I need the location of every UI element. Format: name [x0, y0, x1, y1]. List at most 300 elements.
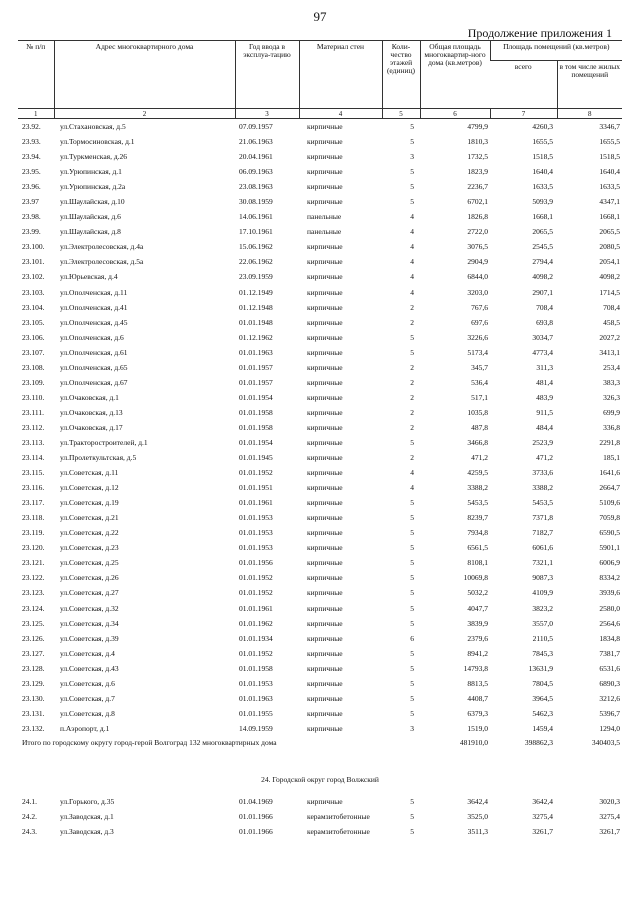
row-living-area: 458,5: [603, 317, 621, 327]
header-premises-area: Площадь помещений (кв.метров): [490, 41, 622, 61]
row-material: кирпичные: [307, 167, 343, 177]
row-number: 23.131.: [22, 708, 45, 718]
row-number: 23.102.: [22, 272, 45, 282]
row-address: ул.Советская, д.43: [60, 663, 119, 673]
row-material: кирпичные: [307, 362, 343, 372]
row-total-area: 6379,3: [467, 708, 488, 718]
row-living-area: 2080,5: [599, 242, 621, 252]
table-row: [18, 330, 622, 345]
column-number: 1: [18, 109, 54, 119]
row-year: 20.04.1961: [239, 152, 273, 162]
row-year: 30.08.1959: [239, 197, 273, 207]
total-row: [18, 736, 622, 766]
column-number: 3: [235, 109, 299, 119]
row-number: 23.116.: [22, 483, 45, 493]
row-year: 01.01.1958: [239, 663, 273, 673]
row-floors: 5: [410, 796, 414, 806]
header-address: Адрес многоквартирного дома: [54, 41, 235, 109]
row-total-area: 3466,8: [467, 438, 488, 447]
row-living-area: 1640,4: [599, 167, 621, 177]
row-material: кирпичные: [307, 317, 343, 327]
row-floors: 5: [410, 543, 414, 553]
row-total-area: 6702,1: [467, 197, 488, 207]
row-address: ул.Юрьевская, д.4: [60, 272, 118, 282]
row-total-area: 3226,6: [467, 332, 488, 342]
row-premises-area: 2907,1: [532, 287, 553, 297]
row-year: 01.01.1966: [239, 827, 273, 837]
row-year: 01.12.1949: [239, 287, 273, 297]
row-number: 24.1.: [22, 796, 37, 806]
column-number: 5: [382, 109, 420, 119]
row-floors: 2: [410, 302, 414, 312]
row-material: кирпичные: [307, 422, 343, 432]
row-living-area: 708,4: [603, 302, 621, 312]
table-row: [18, 555, 622, 570]
row-address: ул.Советская, д.25: [60, 558, 119, 568]
row-year: 01.01.1953: [239, 678, 273, 688]
row-floors: 5: [410, 438, 414, 447]
table-row: [18, 420, 622, 435]
row-material: кирпичные: [307, 272, 343, 282]
column-number-row: [18, 109, 622, 119]
row-living-area: 2027,2: [599, 332, 621, 342]
row-year: 01.01.1961: [239, 603, 273, 613]
row-year: 01.04.1969: [239, 796, 273, 806]
row-number: 23.109.: [22, 377, 45, 387]
row-total-area: 4047,7: [467, 603, 488, 613]
row-floors: 4: [410, 242, 414, 252]
row-total-area: 3203,0: [467, 287, 488, 297]
row-material: кирпичные: [307, 678, 343, 688]
row-number: 23.119.: [22, 528, 45, 538]
row-premises-area: 13631,9: [528, 663, 553, 673]
row-address: ул.Стахановская, д.5: [60, 122, 126, 132]
row-living-area: 2580,0: [599, 603, 621, 613]
row-address: ул.Шаулайская, д.8: [60, 227, 121, 237]
row-material: керамзитобетонные: [307, 827, 370, 837]
row-number: 23.107.: [22, 347, 45, 357]
row-living-area: 7059,8: [599, 513, 621, 523]
row-living-area: 3212,6: [599, 693, 621, 703]
row-floors: 5: [410, 528, 414, 538]
row-living-area: 5396,7: [599, 708, 621, 718]
row-number: 23.93.: [22, 137, 41, 147]
row-material: кирпичные: [307, 693, 343, 703]
row-material: кирпичные: [307, 438, 343, 447]
row-floors: 4: [410, 257, 414, 267]
row-number: 23.130.: [22, 693, 45, 703]
row-floors: 2: [410, 407, 414, 417]
row-floors: 5: [410, 197, 414, 207]
row-year: 01.01.1958: [239, 422, 273, 432]
table-row: [18, 345, 622, 360]
row-total-area: 3525,0: [467, 811, 488, 821]
total-area-sum: 481910,0: [459, 737, 488, 747]
row-living-area: 2664,7: [599, 483, 621, 493]
table-row: [18, 525, 622, 540]
row-year: 01.01.1962: [239, 618, 273, 628]
row-address: ул.Советская, д.22: [60, 528, 119, 538]
table-row: [18, 661, 622, 676]
column-number: 4: [299, 109, 382, 119]
row-address: ул.Советская, д.23: [60, 543, 119, 553]
row-address: ул.Ополченская, д.11: [60, 287, 128, 297]
row-material: кирпичные: [307, 347, 343, 357]
row-year: 06.09.1963: [239, 167, 273, 177]
table-row: [18, 631, 622, 646]
row-year: 01.01.1953: [239, 528, 273, 538]
row-material: кирпичные: [307, 588, 343, 598]
table-row: [18, 646, 622, 661]
row-floors: 5: [410, 167, 414, 177]
row-floors: 5: [410, 332, 414, 342]
row-address: ул.Советская, д.8: [60, 708, 115, 718]
table-row: [18, 254, 622, 269]
row-material: кирпичные: [307, 197, 343, 207]
row-premises-area: 484,4: [536, 422, 553, 432]
row-floors: 3: [410, 723, 414, 733]
row-living-area: 1633,5: [599, 182, 621, 192]
row-floors: 5: [410, 122, 414, 132]
column-number: 2: [54, 109, 235, 119]
row-living-area: 5109,6: [599, 498, 621, 508]
row-year: 17.10.1961: [239, 227, 273, 237]
row-total-area: 1810,3: [467, 137, 488, 147]
row-year: 21.06.1963: [239, 137, 273, 147]
row-total-area: 4259,5: [467, 468, 488, 478]
row-floors: 2: [410, 362, 414, 372]
row-material: кирпичные: [307, 453, 343, 463]
row-premises-area: 9087,3: [532, 573, 553, 583]
table-row: [18, 179, 622, 194]
row-premises-area: 483,9: [536, 392, 553, 402]
row-premises-area: 2794,4: [532, 257, 553, 267]
row-living-area: 383,3: [603, 377, 621, 387]
row-material: кирпичные: [307, 708, 343, 718]
table-row: [18, 194, 622, 209]
row-premises-area: 5462,3: [532, 708, 553, 718]
row-total-area: 1823,9: [467, 167, 488, 177]
table-row: [18, 285, 622, 300]
table-row: [18, 465, 622, 480]
row-number: 23.128.: [22, 663, 45, 673]
row-floors: 2: [410, 317, 414, 327]
row-living-area: 8334,2: [599, 573, 621, 583]
row-number: 23.125.: [22, 618, 45, 628]
row-total-area: 2379,6: [467, 633, 488, 643]
row-address: ул.Советская, д.26: [60, 573, 119, 583]
page-number: 97: [313, 9, 327, 24]
row-floors: 5: [410, 573, 414, 583]
row-number: 23.98.: [22, 212, 41, 222]
row-address: ул.Шаулайская, д.10: [60, 197, 125, 207]
row-living-area: 3413,1: [599, 347, 621, 357]
row-living-area: 3939,6: [599, 588, 621, 598]
row-living-area: 2291,8: [599, 438, 621, 447]
header-premises-all: всего: [514, 62, 532, 71]
row-floors: 5: [410, 498, 414, 508]
row-living-area: 5901,1: [599, 543, 621, 553]
row-address: ул.Горького, д.35: [60, 796, 115, 806]
row-living-area: 4098,2: [599, 272, 621, 282]
row-number: 24.2.: [22, 811, 37, 821]
row-premises-area: 1640,4: [532, 167, 553, 177]
row-living-area: 3275,4: [599, 811, 621, 821]
row-number: 23.111.: [22, 407, 44, 417]
row-living-area: 1834,8: [599, 633, 621, 643]
table-row: [18, 676, 622, 691]
row-address: ул.Советская, д.4: [60, 648, 115, 658]
row-living-area: 2564,6: [599, 618, 621, 628]
row-living-area: 2065,5: [599, 227, 621, 237]
row-number: 23.132.: [22, 723, 45, 733]
row-total-area: 2722,0: [467, 227, 488, 237]
row-address: ул.Урюпинская, д.1: [60, 167, 122, 177]
row-total-area: 8941,2: [467, 648, 488, 658]
table-row: [18, 390, 622, 405]
row-number: 23.127.: [22, 648, 45, 658]
row-living-area: 7381,7: [599, 648, 621, 658]
row-year: 22.06.1962: [239, 257, 273, 267]
row-number: 23.123.: [22, 588, 45, 598]
row-premises-area: 3964,5: [532, 693, 553, 703]
row-year: 01.01.1953: [239, 543, 273, 553]
row-address: ул.Заводская, д.3: [60, 827, 114, 837]
row-living-area: 1518,5: [599, 152, 621, 162]
row-number: 23.106.: [22, 332, 45, 342]
row-material: кирпичные: [307, 723, 343, 733]
row-year: 01.01.1956: [239, 558, 273, 568]
row-year: 23.08.1963: [239, 182, 273, 192]
column-number: 8: [557, 109, 622, 119]
table-row: [18, 360, 622, 375]
column-number: 6: [420, 109, 490, 119]
row-address: ул.Советская, д.34: [60, 618, 119, 628]
row-floors: 5: [410, 588, 414, 598]
row-premises-area: 3261,7: [532, 827, 553, 837]
table-row: [18, 721, 622, 736]
row-premises-area: 3823,2: [532, 603, 553, 613]
row-premises-area: 7845,3: [532, 648, 553, 658]
row-address: ул.Пролеткультская, д.5: [60, 453, 137, 463]
row-address: ул.Советская, д.6: [60, 678, 115, 688]
row-year: 01.01.1945: [239, 453, 273, 463]
row-material: керамзитобетонные: [307, 811, 370, 821]
row-living-area: 6890,3: [599, 678, 621, 688]
row-total-area: 8108,1: [467, 558, 488, 568]
row-floors: 2: [410, 422, 414, 432]
row-floors: 2: [410, 453, 414, 463]
row-address: ул.Советская, д.27: [60, 588, 119, 598]
table-row: [18, 809, 622, 824]
row-year: 01.01.1952: [239, 573, 273, 583]
table-row: [18, 450, 622, 465]
row-premises-area: 3557,0: [532, 618, 553, 628]
total-premises-sum: 398862,3: [524, 737, 553, 747]
row-total-area: 3511,3: [467, 827, 488, 837]
row-total-area: 5453,5: [467, 498, 488, 508]
row-material: кирпичные: [307, 242, 343, 252]
apartment-buildings-table: [18, 40, 622, 839]
row-year: 01.01.1954: [239, 392, 273, 402]
row-floors: 5: [410, 603, 414, 613]
row-premises-area: 6061,6: [532, 543, 553, 553]
row-number: 23.96.: [22, 182, 41, 192]
row-address: ул.Советская, д.39: [60, 633, 119, 643]
row-year: 01.01.1952: [239, 648, 273, 658]
appendix-continuation-note: Продолжение приложения 1: [467, 26, 612, 40]
table-row: [18, 601, 622, 616]
row-floors: 4: [410, 468, 414, 478]
row-address: ул.Очаковская, д.13: [60, 407, 123, 417]
row-material: кирпичные: [307, 528, 343, 538]
row-premises-area: 1633,5: [532, 182, 553, 192]
row-premises-area: 4773,4: [532, 347, 553, 357]
row-floors: 5: [410, 663, 414, 673]
row-premises-area: 7321,1: [532, 558, 553, 568]
row-material: кирпичные: [307, 468, 343, 478]
row-address: ул.Советская, д.19: [60, 498, 119, 508]
row-living-area: 3261,7: [599, 827, 621, 837]
table-row: [18, 824, 622, 839]
row-material: кирпичные: [307, 483, 343, 493]
row-material: кирпичные: [307, 407, 343, 417]
row-address: ул.Очаковская, д.17: [60, 422, 123, 432]
row-floors: 3: [410, 152, 414, 162]
row-number: 23.120.: [22, 543, 45, 553]
row-floors: 5: [410, 558, 414, 568]
row-address: ул.Советская, д.32: [60, 603, 119, 613]
row-total-area: 5173,4: [467, 347, 488, 357]
row-floors: 4: [410, 227, 414, 237]
table-row: [18, 239, 622, 254]
row-material: кирпичные: [307, 618, 343, 628]
row-premises-area: 4098,2: [532, 272, 553, 282]
table-row: [18, 300, 622, 315]
total-label: Итого по городскому округу город-герой Волгоград 132 многоквартирных дома: [22, 737, 277, 747]
row-total-area: 6844,0: [467, 272, 488, 282]
row-premises-area: 1655,5: [532, 137, 553, 147]
table-row: [18, 510, 622, 525]
row-living-area: 1668,1: [599, 212, 621, 222]
row-total-area: 517,1: [471, 392, 488, 402]
row-number: 24.3.: [22, 827, 37, 837]
row-year: 01.01.1952: [239, 468, 273, 478]
table-row: [18, 435, 622, 450]
row-number: 23.129.: [22, 678, 45, 688]
row-total-area: 3642,4: [467, 796, 488, 806]
row-premises-area: 5093,9: [532, 197, 553, 207]
row-number: 23.103.: [22, 287, 45, 297]
row-year: 14.06.1961: [239, 212, 273, 222]
row-address: ул.Ополченская, д.67: [60, 377, 128, 387]
row-number: 23.99.: [22, 227, 41, 237]
row-number: 23.108.: [22, 362, 45, 372]
row-address: п.Аэропорт, д.1: [60, 723, 110, 733]
row-year: 15.06.1962: [239, 242, 273, 252]
row-address: ул.Урюпинская, д.2а: [60, 182, 126, 192]
row-number: 23.122.: [22, 573, 45, 583]
row-floors: 5: [410, 827, 414, 837]
row-number: 23.112.: [22, 422, 45, 432]
table-row: [18, 119, 622, 135]
row-premises-area: 2523,9: [532, 438, 553, 447]
table-row: [18, 224, 622, 239]
row-premises-area: 708,4: [536, 302, 553, 312]
row-premises-area: 693,8: [536, 317, 553, 327]
row-living-area: 2054,1: [599, 257, 621, 267]
row-number: 23.121.: [22, 558, 45, 568]
row-premises-area: 3275,4: [532, 811, 553, 821]
row-premises-area: 3733,6: [532, 468, 553, 478]
row-living-area: 6590,5: [599, 528, 621, 538]
row-living-area: 699,9: [603, 407, 621, 417]
table-row: [18, 375, 622, 390]
row-total-area: 471,2: [471, 453, 488, 463]
table-row: [18, 164, 622, 179]
row-premises-area: 471,2: [536, 453, 553, 463]
row-total-area: 1035,8: [467, 407, 488, 417]
row-number: 23.113.: [22, 438, 45, 447]
row-year: 01.01.1955: [239, 708, 273, 718]
table-row: [18, 706, 622, 721]
row-number: 23.100.: [22, 242, 45, 252]
row-address: ул.Заводская, д.1: [60, 811, 114, 821]
row-material: кирпичные: [307, 573, 343, 583]
row-number: 23.105.: [22, 317, 45, 327]
row-address: ул.Советская, д.21: [60, 513, 119, 523]
header-year: Год ввода в эксплуа-тацию: [235, 41, 299, 109]
row-address: ул.Ополченская, д.6: [60, 332, 124, 342]
table-row: [18, 691, 622, 706]
table-row: [18, 540, 622, 555]
row-material: кирпичные: [307, 392, 343, 402]
row-living-area: 1655,5: [599, 137, 621, 147]
row-address: ул.Ополченская, д.61: [60, 347, 128, 357]
row-year: 01.12.1962: [239, 332, 273, 342]
table-row: [18, 315, 622, 330]
row-material: кирпичные: [307, 543, 343, 553]
row-material: панельные: [307, 227, 342, 237]
row-year: 01.01.1963: [239, 693, 273, 703]
row-living-area: 326,3: [603, 392, 621, 402]
row-address: ул.Тормосиновская, д.1: [60, 137, 135, 147]
row-total-area: 7934,8: [467, 528, 488, 538]
row-year: 01.01.1952: [239, 588, 273, 598]
row-number: 23.114.: [22, 453, 45, 463]
row-address: ул.Тракторостроителей, д.1: [60, 438, 148, 447]
table-row: [18, 585, 622, 600]
row-premises-area: 4260,3: [532, 122, 553, 132]
row-premises-area: 911,5: [536, 407, 553, 417]
row-total-area: 345,7: [471, 362, 488, 372]
header-total-area: Общая площадь многоквартир-ного дома (кв.метров): [420, 41, 490, 109]
row-living-area: 336,8: [603, 422, 621, 432]
row-premises-area: 481,4: [536, 377, 553, 387]
row-total-area: 8239,7: [467, 513, 488, 523]
row-number: 23.115.: [22, 468, 45, 478]
row-total-area: 2904,9: [467, 257, 488, 267]
table-row: [18, 269, 622, 284]
row-number: 23.104.: [22, 302, 45, 312]
row-floors: 2: [410, 392, 414, 402]
row-year: 01.01.1961: [239, 498, 273, 508]
row-address: ул.Электролесовская, д.5а: [60, 257, 144, 267]
row-year: 01.01.1954: [239, 438, 273, 447]
row-floors: 5: [410, 708, 414, 718]
row-living-area: 185,1: [603, 453, 621, 463]
row-premises-area: 5453,5: [532, 498, 553, 508]
